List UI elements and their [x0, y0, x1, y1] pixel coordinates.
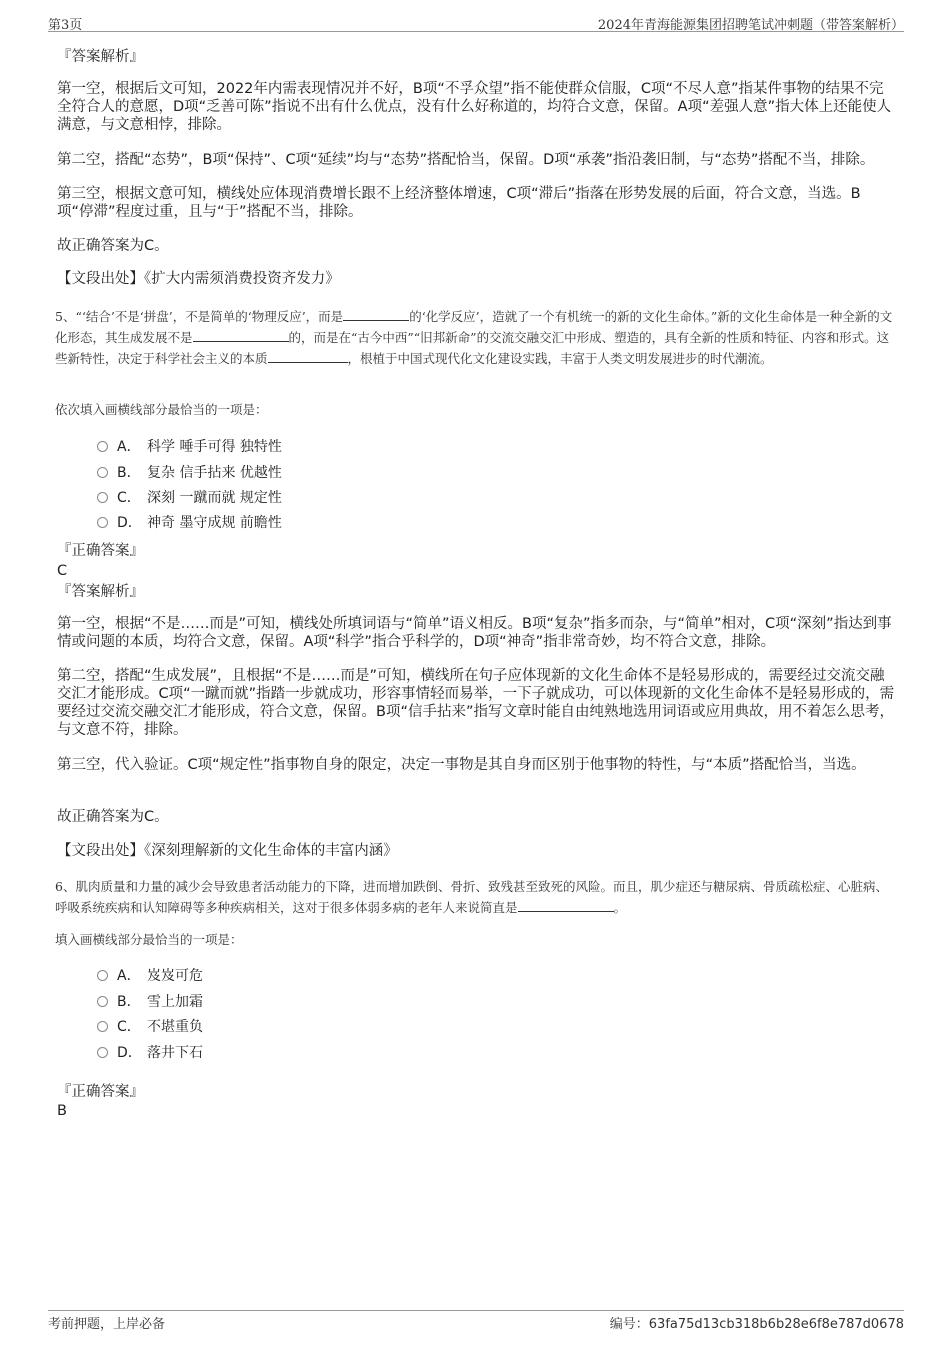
analysis-paragraph-1: 第一空，根据“不是……而是”可知，横线处所填词语与“简单”语义相反。B项“复杂”指多而杂，与“简单”相对，C项“深刻”指达到事情或问题的本质，均符合文意，保留。A项“科学”指合乎科学的，D项“神奇”指非常奇妙，均不符合文意，排除。	[57, 616, 892, 650]
analysis-paragraph-3: 第三空，根据文意可知，横线处应体现消费增长跟不上经济整体增速，C项“滞后”指落在形势发展的后面，符合文意，当选。B项“停滞”程度过重，且与“于”搭配不当，排除。	[57, 186, 861, 220]
conclusion: 故正确答案为C。	[57, 809, 169, 825]
correct-answer: B	[57, 1103, 67, 1119]
correct-answer-label: 『正确答案』	[57, 543, 144, 559]
blank-1	[518, 898, 614, 912]
analysis-paragraph-2: 第二空，搭配“生成发展”，且根据“不是……而是”可知，横线所在句子应体现新的文化生命体不是轻易形成的，需要经过交流交融交汇才能形成。C项“一蹴而就”指踏一步就成功，形容事情轻而易举，一下子就成功，可以体现新的文化生命体不是轻易形成的，需要经过交流交融交汇才能形成，符合文意，保留。B项“信手拈来”指写文章时能自由纯熟地选用词语或应用典故，用不着怎么思考，与文意不符，排除。	[57, 668, 895, 738]
document-title: 2024年青海能源集团招聘笔试冲刺题（带答案解析）	[597, 18, 904, 33]
source-citation: 【文段出处】《深刻理解新的文化生命体的丰富内涵》	[57, 843, 398, 859]
q6-option-b[interactable]: B． 雪上加霜	[97, 992, 203, 1012]
analysis-paragraph-3: 第三空，代入验证。C项“规定性”指事物自身的限定，决定一事物是其自身而区别于他事物的特性，与“本质”搭配恰当，当选。	[57, 757, 866, 773]
q5-option-d[interactable]: D． 神奇 墨守成规 前瞻性	[97, 513, 282, 533]
radio-icon[interactable]	[97, 492, 108, 503]
question-6-stem: 6、肌肉质量和力量的减少会导致患者活动能力的下降，进而增加跌倒、骨折、致残甚至致死的风险。而且，肌少症还与糖尿病、骨质疏松症、心脏病、呼吸系统疾病和认知障碍等多种疾病相关，这对于很多体弱多病的老年人来说简直是 。	[55, 879, 888, 915]
question-5-stem: 5、“‘结合’不是‘拼盘’，不是简单的‘物理反应’，而是 的‘化学反应’，造就了一个有机统一的新的文化生命体。”新的文化生命体是一种全新的文化形态，其生成发展不是 的，而是在“古今中西”“旧邦新命”的交流交融交汇中形成、塑造的，具有全新的性质和特征、内容和形式。这些新特性，决定于科学社会主义的本质 ，根植于中国式现代化文化建设实践，丰富于人类文明发展进步的时代潮流。	[55, 309, 893, 366]
document-code: 编号：63fa75d13cb318b6b28e6f8e787d0678	[609, 1317, 904, 1332]
radio-icon[interactable]	[97, 441, 108, 452]
q6-option-a[interactable]: A． 岌岌可危	[97, 966, 203, 986]
source-citation: 【文段出处】《扩大内需须消费投资齐发力》	[57, 271, 340, 287]
analysis-paragraph-1: 第一空，根据后文可知，2022年内需表现情况并不好，B项“不孚众望”指不能使群众信服，C项“不尽人意”指某件事物的结果不完全符合人的意愿，D项“乏善可陈”指说不出有什么优点，没有什么好称道的，均符合文意，保留。A项“差强人意”指大体上还能使人满意，与文意相悖，排除。	[57, 81, 892, 133]
q5-option-c[interactable]: C． 深刻 一蹴而就 规定性	[97, 488, 282, 508]
analysis-label: 『答案解析』	[57, 49, 144, 65]
analysis-label: 『答案解析』	[57, 584, 144, 600]
page-number: 第3页	[48, 18, 83, 33]
question-5-prompt: 依次填入画横线部分最恰当的一项是：	[55, 402, 268, 417]
blank-2	[193, 328, 289, 342]
q5-option-a[interactable]: A． 科学 唾手可得 独特性	[97, 437, 282, 457]
radio-icon[interactable]	[97, 970, 108, 981]
q6-option-c[interactable]: C． 不堪重负	[97, 1017, 203, 1037]
blank-3	[268, 349, 348, 363]
radio-icon[interactable]	[97, 1047, 108, 1058]
q5-option-b[interactable]: B． 复杂 信手拈来 优越性	[97, 463, 282, 483]
analysis-paragraph-2: 第二空，搭配“态势”，B项“保持”、C项“延续”均与“态势”搭配恰当，保留。D项“承袭”指沿袭旧制，与“态势”搭配不当，排除。	[57, 152, 875, 168]
header-divider	[48, 31, 904, 32]
radio-icon[interactable]	[97, 517, 108, 528]
correct-answer: C	[57, 563, 68, 579]
footer-divider	[48, 1310, 904, 1311]
footer-slogan: 考前押题，上岸必备	[48, 1317, 166, 1332]
conclusion: 故正确答案为C。	[57, 238, 169, 254]
blank-1	[343, 307, 409, 321]
radio-icon[interactable]	[97, 996, 108, 1007]
radio-icon[interactable]	[97, 1021, 108, 1032]
radio-icon[interactable]	[97, 467, 108, 478]
q6-option-d[interactable]: D． 落井下石	[97, 1043, 203, 1063]
question-6-prompt: 填入画横线部分最恰当的一项是：	[55, 932, 243, 947]
correct-answer-label: 『正确答案』	[57, 1084, 144, 1100]
